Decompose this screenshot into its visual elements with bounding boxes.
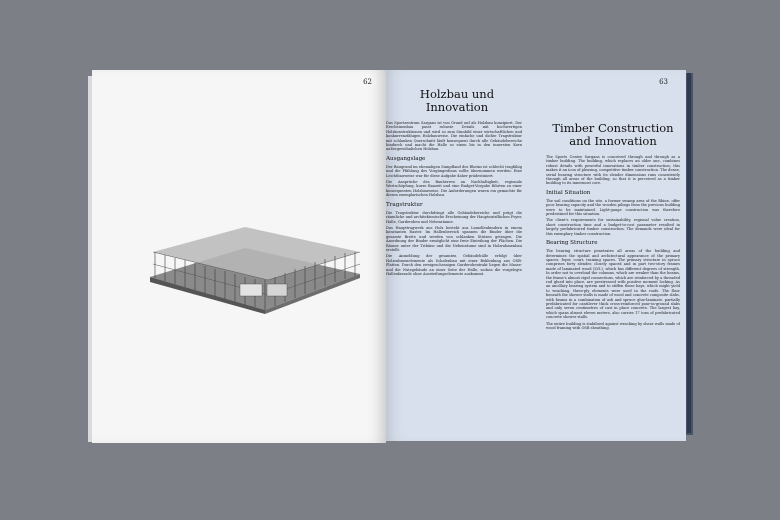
english-column [546,122,680,332]
english-title: Timber Construction and Innovation [552,121,674,148]
german-intro: Das Sportzentrum Sargans ist von Grund auf als Holzbau konzipiert. Der Erscheinenbau passt robuste Details mit hochwertigen Holzkonstruktionen und wird so zum Sinnbild einer wirtschaftlichen und konkurrenzfähigen Holzbauweise. Die einfache und dichte Tragstruktur mit schlanken Querschnitt läuft konsequent durch alle Gebäudebereiche hindurch und macht die Halle so einen bis in den innersten Kern außergewöhnlichen Holzbau. [386,121,522,152]
page-number-left: 62 [363,78,372,86]
german-paragraph: Der Baugrund im ehemaligen Sumpfland des Rheins ist schlecht tragfähig und die Pfählung des Vorgängerbaus sollte übernommen werden: Eine Leichtbauweise war für diese Aufgabe daher prädestiniert. [386,164,522,178]
german-paragraph: Die Anmeldung der gesamten Gebäudehülle erfolgt über Holzrahmenelemente als Schalenbau mit einer Bekleidung aus OSB-Platten. Durch den zweigeschossigen Garderobentrakt liegen die Masse- und die Nutzgebäude an einer Seite der Halle, sodass die vorgelegte Hallenfassade ohne Aussteifungselemente auskommt. [386,254,522,276]
german-paragraph: Die Ansprüche des Bauherren an Nachhaltigkeit, regionale Wertschöpfung, kurze Bauzeit und eine Budget-Vorgabe führten zu einer konsequenten Holzbauweise. Die Anforderungen waren ein gemachte für diesen exemplarischen Holzbau. [386,180,522,198]
german-paragraph: Die Tragstruktur durchdringt alle Gebäudebereiche und prägt die räumliche und architektonische Erscheinung der Hauptnutzflächen Foyer, Halle, Garderoben und Nebenräume. [386,210,522,224]
english-paragraph: The soil conditions on the site, a former swamp area of the Rhine, offer poor bearing capacity and the wooden pilings from the previous building were to be maintained. Light-gauge construction was therefore predestined for this situation. [546,198,680,217]
timber-structure-illustration [145,222,365,317]
german-paragraph: Das Haupttragwerk aus Holz besteht aus Lamellenbindern in einem konstanten Raster. Im Hallenbereich spannen die Binder über die gesamte Breite und werden von schlanken Stützen getragen. Die Anordnung der Binder ermöglicht eine freie Einteilung der Flächen. Die Räume unter der Tribüne und die Nebenräume sind in Holzrahmenbau erstellt. [386,225,522,252]
english-intro: The Sports Centre Sargans is conceived through and through as a timber building. The building, which replaces an older one, combines robust details with powerful innovations in timber construction; this makes it an icon of pleasing, competitive timber construction. The dense, serial bearing structure with its slender dimensions runs consistently through all areas of the building, so that it is perceived as a timber building to its innermost core. [546,155,681,186]
english-paragraph: The entire building is stabilised against wracking by shear walls made of wood framing with OSB sheathing. [546,321,680,330]
german-title: Holzbau und Innovation [419,87,495,114]
interior-block [267,284,287,296]
cover-edge-right-inner [687,73,691,433]
page-number-right: 63 [659,78,668,86]
english-heading-bearing-structure: Bearing Structure [546,240,598,247]
english-heading-initial-situation: Initial Situation [546,189,591,196]
english-paragraph: The client's requirements for sustainability, regional value creation, short construction time and a budget-to-cost parameter resulted in largely prefabricated timber construction. The demands were ideal for this exemplary timber construction. [546,218,680,236]
english-paragraph: The bearing structure penetrates all areas of the building and determines the spatial and architectural appearance of the primary spaces: foyer, court, training spaces. The primary structure in spruce comprises forty slender, closely spaced and in part two-story frames made of laminated wood (LVL), which has different degrees of strength. In order not to overload the columns, which are weaker than the beams, the frame's almost rigid connections, which are reinforced by a threaded rod glued into place, are prestressed with positive moment locking. As an ancillary bearing system and to stiffen these bays, which might yield to wracking, three-ply elements were used in the roofs. The floor beneath the shower stalls is made of wood and concrete composite slabs, with beams in a combination of ash and spruce glue-laminate, partially prefabricated for cantilever thick cross-reinforced pour-in-ground slabs and only seven centimetres of cast in place concrete. The largest bay, which spans almost eleven meters, also carries 17 tons of prefabricated concrete shower stalls. [546,249,680,320]
german-column [386,88,522,278]
german-heading-ausgangslage: Ausgangslage [386,155,426,162]
german-heading-tragstruktur: Tragstruktur [386,201,423,208]
interior-block [240,284,262,296]
